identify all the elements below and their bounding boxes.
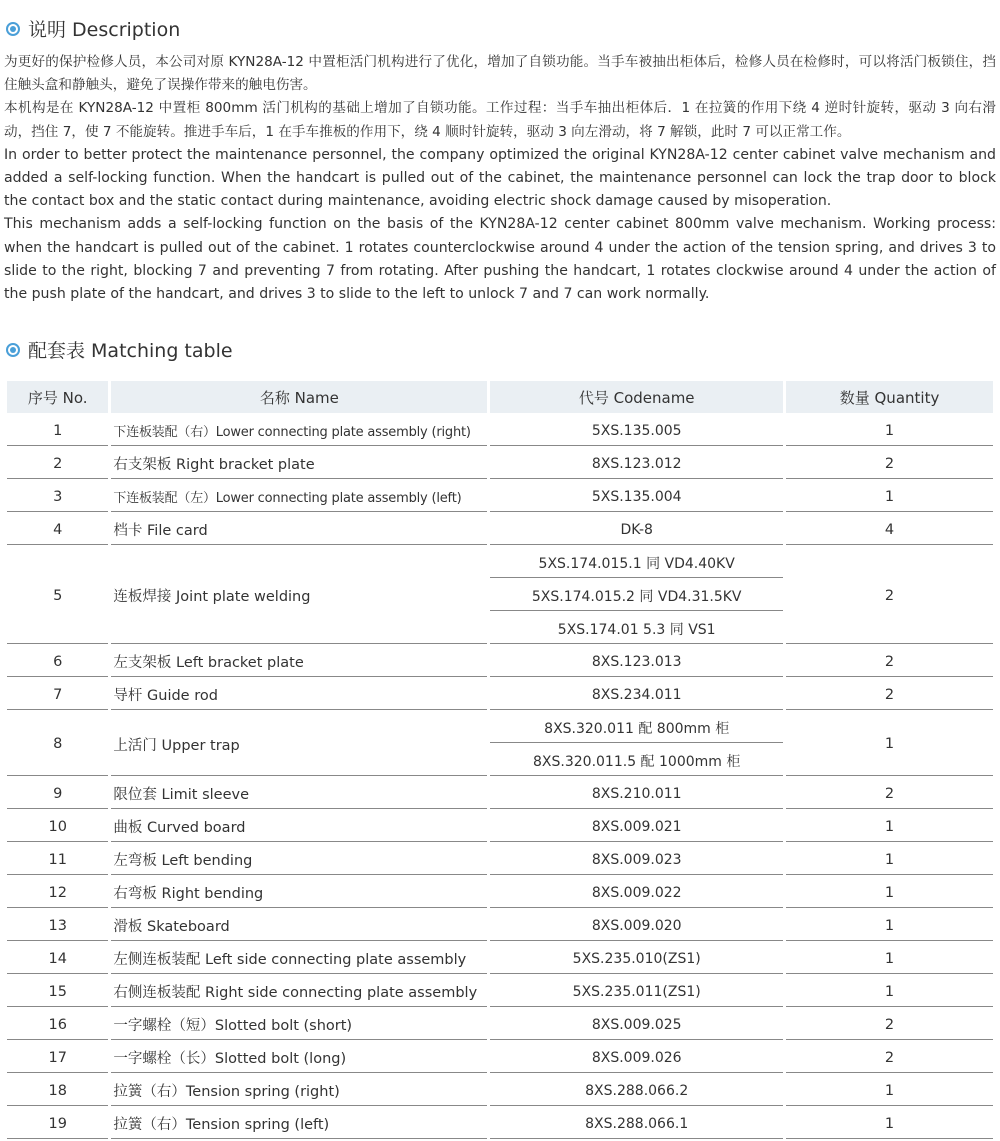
cell-name: 拉簧（右）Tension spring (left) bbox=[111, 1109, 487, 1139]
matching-table bbox=[4, 378, 996, 1141]
table-row bbox=[7, 449, 993, 479]
table-row bbox=[7, 515, 993, 545]
cell-codename: 5XS.135.005 bbox=[490, 416, 783, 446]
cell-name: 档卡 File card bbox=[111, 515, 487, 545]
cell-no: 19 bbox=[7, 1109, 108, 1139]
cell-no: 8 bbox=[7, 713, 108, 776]
header-no: 序号 No. bbox=[7, 381, 108, 413]
cell-no: 14 bbox=[7, 944, 108, 974]
table-row bbox=[7, 911, 993, 941]
table-row bbox=[7, 1109, 993, 1139]
cell-no: 1 bbox=[7, 416, 108, 446]
cell-no: 9 bbox=[7, 779, 108, 809]
cell-quantity: 2 bbox=[786, 449, 993, 479]
circle-bullet-icon bbox=[6, 343, 20, 357]
cell-codename: 5XS.235.011(ZS1) bbox=[490, 977, 783, 1007]
cell-codename: 8XS.288.066.1 bbox=[490, 1109, 783, 1139]
cell-codename: 8XS.234.011 bbox=[490, 680, 783, 710]
cell-name: 右支架板 Right bracket plate bbox=[111, 449, 487, 479]
description-paragraph-en-2: This mechanism adds a self-locking function on the basis of the KYN28A-12 center cabinet 800mm valve mechanism. Working process: when the handcart is pulled out of the cabinet. 1 rotates counterclockwise around 4 under the action of the tension spring, and drives 3 to slide to the right, blocking 7 and preventing 7 from rotating. After pushing the handcart, 1 rotates clockwise around 4 under the action of the push plate of the handcart, and drives 3 to slide to the left to unlock 7 and 7 can work normally. bbox=[4, 216, 996, 303]
header-name: 名称 Name bbox=[111, 381, 487, 413]
table-row bbox=[7, 647, 993, 677]
cell-quantity: 2 bbox=[786, 779, 993, 809]
table-row bbox=[7, 1010, 993, 1040]
cell-name: 一字螺栓（长）Slotted bolt (long) bbox=[111, 1043, 487, 1073]
cell-codename: 8XS.009.022 bbox=[490, 878, 783, 908]
cell-name: 连板焊接 Joint plate welding bbox=[111, 548, 487, 644]
cell-no: 13 bbox=[7, 911, 108, 941]
cell-no: 16 bbox=[7, 1010, 108, 1040]
cell-name: 拉簧（右）Tension spring (right) bbox=[111, 1076, 487, 1106]
table-row bbox=[7, 977, 993, 1007]
cell-quantity: 2 bbox=[786, 1043, 993, 1073]
cell-no: 10 bbox=[7, 812, 108, 842]
table-row bbox=[7, 878, 993, 908]
cell-no: 11 bbox=[7, 845, 108, 875]
cell-quantity: 1 bbox=[786, 977, 993, 1007]
cell-no: 15 bbox=[7, 977, 108, 1007]
cell-quantity: 1 bbox=[786, 1076, 993, 1106]
cell-name: 一字螺栓（短）Slotted bolt (short) bbox=[111, 1010, 487, 1040]
cell-codename: 8XS.288.066.2 bbox=[490, 1076, 783, 1106]
cell-codename: 8XS.123.012 bbox=[490, 449, 783, 479]
cell-codename: 8XS.009.023 bbox=[490, 845, 783, 875]
cell-name: 右弯板 Right bending bbox=[111, 878, 487, 908]
cell-name: 左支架板 Left bracket plate bbox=[111, 647, 487, 677]
cell-quantity: 1 bbox=[786, 944, 993, 974]
cell-name: 下连板装配（左）Lower connecting plate assembly (left) bbox=[111, 482, 487, 512]
header-quantity: 数量 Quantity bbox=[786, 381, 993, 413]
cell-quantity: 2 bbox=[786, 1010, 993, 1040]
description-paragraph-cn-2: 本机构是在 KYN28A-12 中置柜 800mm 活门机构的基础上增加了自锁功能。工作过程：当手车抽出柜体后．1 在拉簧的作用下绕 4 逆时针旋转，驱动 3 向右滑动，挡住 7，使 7 不能旋转。推进手车后，1 在手车推板的作用下，绕 4 顺时针旋转，驱动 3 向左滑动，将 7 解锁，此时 7 可以正常工作。 bbox=[4, 100, 996, 140]
cell-name: 限位套 Limit sleeve bbox=[111, 779, 487, 809]
cell-codename: 5XS.174.01 5.3 同 VS1 bbox=[490, 614, 783, 644]
table-body bbox=[7, 416, 993, 1139]
cell-quantity: 1 bbox=[786, 812, 993, 842]
cell-no: 3 bbox=[7, 482, 108, 512]
cell-quantity: 2 bbox=[786, 680, 993, 710]
cell-codename: 8XS.123.013 bbox=[490, 647, 783, 677]
cell-no: 17 bbox=[7, 1043, 108, 1073]
table-row bbox=[7, 548, 993, 578]
table-header-row bbox=[7, 381, 993, 413]
cell-no: 12 bbox=[7, 878, 108, 908]
cell-no: 5 bbox=[7, 548, 108, 644]
cell-codename: 8XS.210.011 bbox=[490, 779, 783, 809]
table-row bbox=[7, 812, 993, 842]
cell-name: 右侧连板装配 Right side connecting plate assembly bbox=[111, 977, 487, 1007]
cell-quantity: 1 bbox=[786, 713, 993, 776]
table-row bbox=[7, 944, 993, 974]
header-codename: 代号 Codename bbox=[490, 381, 783, 413]
cell-codename: 8XS.320.011 配 800mm 柜 bbox=[490, 713, 783, 743]
description-heading bbox=[6, 15, 180, 42]
cell-codename: 8XS.320.011.5 配 1000mm 柜 bbox=[490, 746, 783, 776]
cell-codename: 5XS.174.015.2 同 VD4.31.5KV bbox=[490, 581, 783, 611]
cell-quantity: 2 bbox=[786, 548, 993, 644]
table-row bbox=[7, 779, 993, 809]
matching-table-title: 配套表 Matching table bbox=[28, 340, 233, 362]
cell-quantity: 1 bbox=[786, 482, 993, 512]
cell-name: 左侧连板装配 Left side connecting plate assembly bbox=[111, 944, 487, 974]
cell-no: 7 bbox=[7, 680, 108, 710]
table-row bbox=[7, 482, 993, 512]
cell-name: 上活门 Upper trap bbox=[111, 713, 487, 776]
cell-codename: DK-8 bbox=[490, 515, 783, 545]
cell-codename: 8XS.009.020 bbox=[490, 911, 783, 941]
cell-codename: 5XS.174.015.1 同 VD4.40KV bbox=[490, 548, 783, 578]
cell-no: 4 bbox=[7, 515, 108, 545]
cell-name: 导杆 Guide rod bbox=[111, 680, 487, 710]
cell-no: 6 bbox=[7, 647, 108, 677]
cell-quantity: 4 bbox=[786, 515, 993, 545]
description-paragraph-en-1: In order to better protect the maintenance personnel, the company optimized the original KYN28A-12 center cabinet valve mechanism and added a self-locking function. When the handcart is pulled out of the cabinet, the maintenance personnel can lock the trap door to block the contact box and the static contact during maintenance, avoiding electric shock damage caused by misoperation. bbox=[4, 146, 996, 210]
cell-codename: 5XS.135.004 bbox=[490, 482, 783, 512]
description-title: 说明 Description bbox=[28, 19, 181, 41]
description-paragraph-cn-1: 为更好的保护检修人员，本公司对原 KYN28A-12 中置柜活门机构进行了优化，增加了自锁功能。当手车被抽出柜体后，检修人员在检修时，可以将活门板锁住，挡住触头盒和静触头，避免了误操作带来的触电伤害。 bbox=[4, 54, 996, 94]
cell-name: 曲板 Curved board bbox=[111, 812, 487, 842]
cell-quantity: 2 bbox=[786, 647, 993, 677]
cell-codename: 5XS.235.010(ZS1) bbox=[490, 944, 783, 974]
table-row bbox=[7, 713, 993, 743]
table-row bbox=[7, 1076, 993, 1106]
table-row bbox=[7, 416, 993, 446]
cell-quantity: 1 bbox=[786, 911, 993, 941]
cell-quantity: 1 bbox=[786, 1109, 993, 1139]
cell-name: 左弯板 Left bending bbox=[111, 845, 487, 875]
table-row bbox=[7, 680, 993, 710]
cell-codename: 8XS.009.026 bbox=[490, 1043, 783, 1073]
cell-name: 下连板装配（右）Lower connecting plate assembly (right) bbox=[111, 416, 487, 446]
cell-codename: 8XS.009.025 bbox=[490, 1010, 783, 1040]
cell-quantity: 1 bbox=[786, 416, 993, 446]
circle-bullet-icon bbox=[6, 22, 20, 36]
description-body bbox=[4, 51, 996, 306]
cell-quantity: 1 bbox=[786, 845, 993, 875]
cell-no: 2 bbox=[7, 449, 108, 479]
matching-table-heading bbox=[6, 336, 233, 363]
cell-codename: 8XS.009.021 bbox=[490, 812, 783, 842]
table-row bbox=[7, 1043, 993, 1073]
table-row bbox=[7, 845, 993, 875]
cell-no: 18 bbox=[7, 1076, 108, 1106]
cell-name: 滑板 Skateboard bbox=[111, 911, 487, 941]
cell-quantity: 1 bbox=[786, 878, 993, 908]
